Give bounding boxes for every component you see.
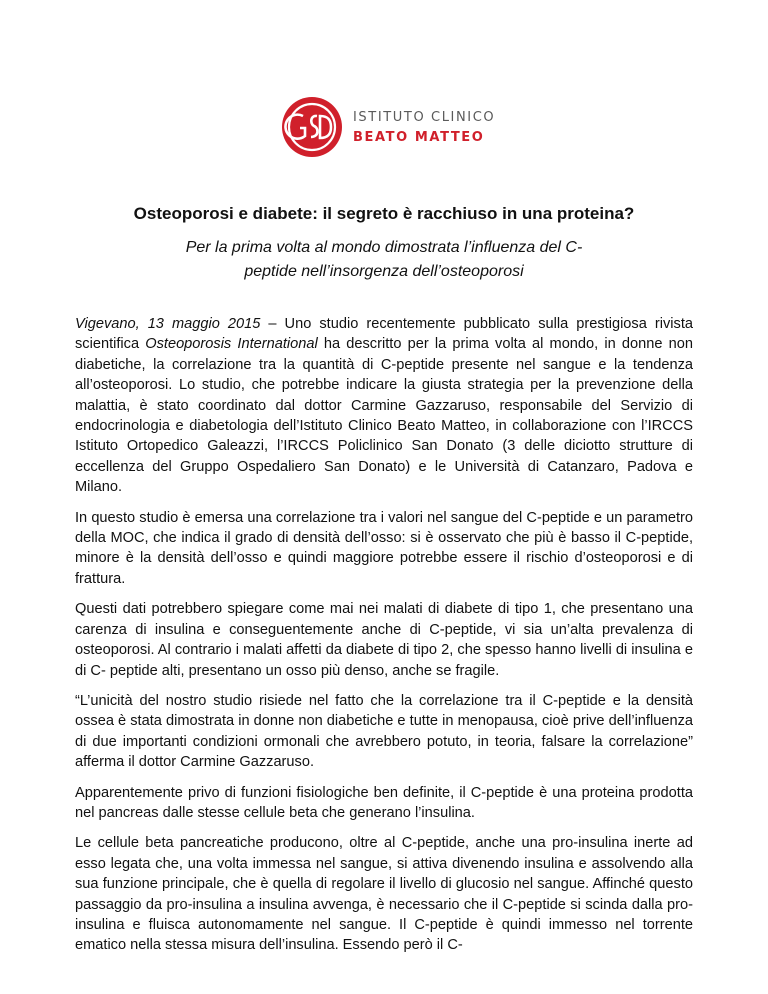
paragraph-1 <box>75 314 693 498</box>
journal-name: Osteoporosis International <box>145 336 318 353</box>
document-subtitle: Per la prima volta al mondo dimostrata l’influenza del C- peptide nell’insorgenza dell’osteoporosi <box>185 239 583 280</box>
article-body <box>75 314 693 966</box>
paragraph-1-text-b: ha descritto per la prima volta al mondo, in donne non diabetiche, la correlazione tra la quantità di C-peptide presente nel sangue e la tendenza all’osteoporosi. Lo studio, che potrebbe indicare la giusta strategia per la prevenzione della malattia, è stato coordinato dal dottor Carmine Gazzaruso, responsabile del Servizio di endocrinologia e diabetologia dell’Istituto Clinico Beato Matteo, in collaborazione con l’IRCCS Istituto Ortopedico Galeazzi, l’IRCCS Policlinico San Donato (3 delle diciotto strutture di eccellenza del Gruppo Ospedaliero San Donato) e le Università di Catanzaro, Padova e Milano. <box>75 336 693 496</box>
document-title: Osteoporosi e diabete: il segreto è racchiuso in una proteina? <box>133 204 635 223</box>
dateline: Vigevano, 13 maggio 2015 <box>75 316 261 332</box>
gsd-logo-mark <box>281 96 343 158</box>
logo-line-istituto-clinico: ISTITUTO CLINICO <box>353 109 496 125</box>
paragraph-5: Apparentemente privo di funzioni fisiologiche ben definite, il C-peptide è una proteina prodotta nel pancreas dalle stesse cellule beta che generano l’insulina. <box>75 784 693 821</box>
logo-line-beato-matteo: BEATO MATTEO <box>353 129 485 145</box>
paragraph-1-text-a: – Uno studio recentemente pubblicato sulla prestigiosa rivista scientifica <box>75 316 693 353</box>
paragraph-6: Le cellule beta pancreatiche producono, oltre al C-peptide, anche una pro-insulina inerte ad esso legata che, una volta immessa nel sangue, si attiva divenendo insulina e assolvendo alla sua funzione principale, che è quella di regolare il livello di glucosio nel sangue. Affinché questo passaggio da pro-insulina a insulina avvenga, è necessario che il C-peptide si scinda dalla pro-insulina e fluisca autonomamente nel sangue. Il C-peptide è quindi immesso nel torrente ematico nella stessa misura dell’insulina. Essendo però il C- <box>75 835 693 954</box>
paragraph-2: In questo studio è emersa una correlazione tra i valori nel sangue del C-peptide e un parametro della MOC, che indica il grado di densità dell’osso: si è osservato che più è basso il C-peptide, minore è la densità dell’osso e quindi maggiore potrebbe essere il rischio d’osteoporosi e di frattura. <box>75 509 693 587</box>
paragraph-3: Questi dati potrebbero spiegare come mai nei malati di diabete di tipo 1, che presentano una carenza di insulina e conseguentemente anche di C-peptide, vi sia un’alta prevalenza di osteoporosi. Al contrario i malati affetti da diabete di tipo 2, che spesso hanno livelli di insulina e di C- peptide alti, presentano un osso più denso, anche se fragile. <box>75 601 693 679</box>
institute-logo <box>281 96 521 158</box>
paragraph-4: “L’unicità del nostro studio risiede nel fatto che la correlazione tra il C-peptide e la densità ossea è stata dimostrata in donne non diabetiche e tutte in menopausa, cioè prive dell’influenza di due importanti condizioni ormonali che avrebbero potuto, in teoria, falsare la correlazione” afferma il dottor Carmine Gazzaruso. <box>75 692 693 771</box>
